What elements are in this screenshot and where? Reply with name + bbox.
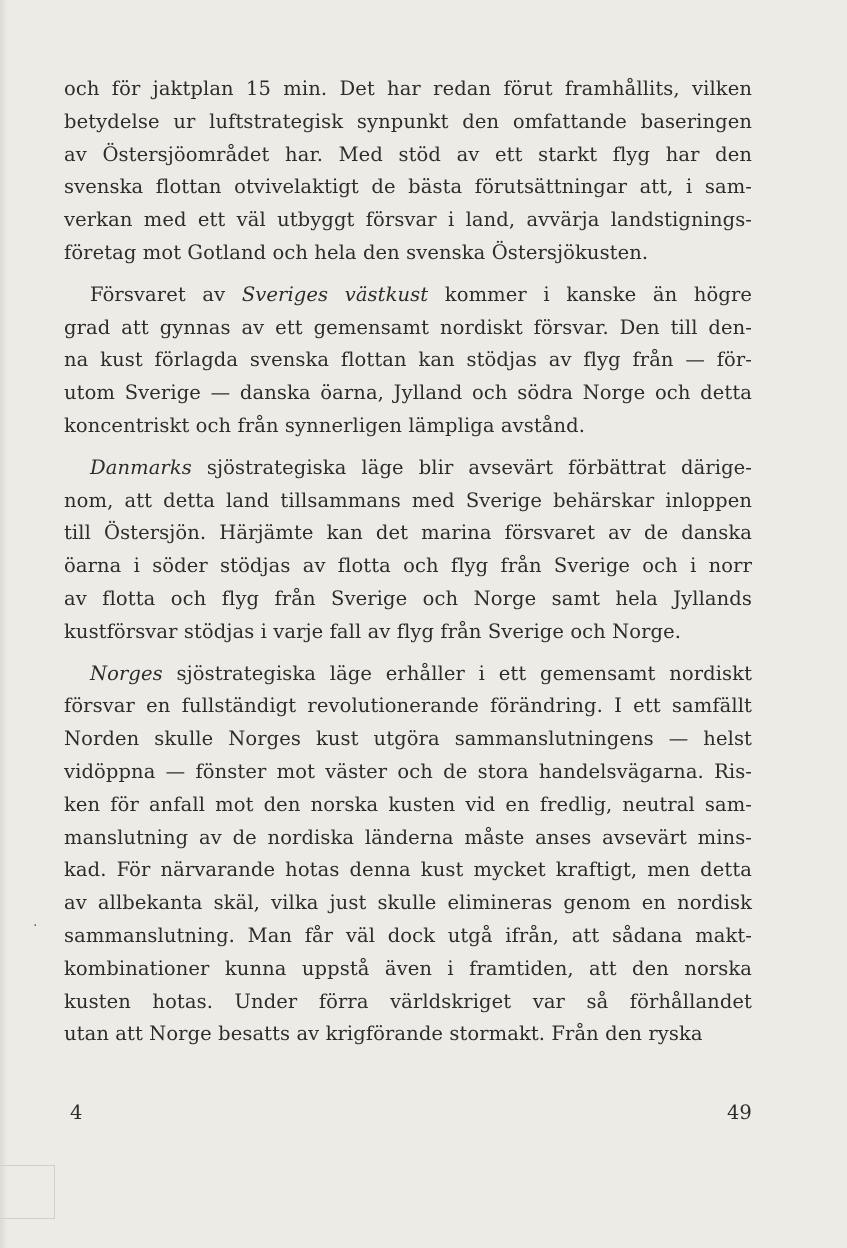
- text-line: betydelse ur luftstrategisk synpunkt den omfattande baseringen: [64, 109, 752, 133]
- text-line: grad att gynnas av ett gemensamt nordiskt försvar. Den till den-: [64, 315, 752, 339]
- text-line: företag mot Gotland och hela den svenska Östersjökusten.: [64, 240, 649, 264]
- text-line: utom Sverige — danska öarna, Jylland och södra Norge och detta: [64, 381, 752, 405]
- paragraph-2: [64, 279, 752, 443]
- italic-term: Norges: [90, 661, 163, 685]
- text-run: kommer i kanske än högre: [428, 282, 753, 306]
- text-line: av Östersjöområdet har. Med stöd av ett starkt flyg har den: [64, 142, 752, 166]
- text-line-first: [64, 658, 752, 691]
- italic-term: Sveriges västkust: [241, 282, 429, 306]
- text-line-first: [64, 279, 752, 312]
- text-line: nom, att detta land tillsammans med Sverige behärskar inloppen: [64, 488, 752, 512]
- text-line: svenska flottan otvivelaktigt de bästa förutsättningar att, i sam-: [64, 175, 752, 199]
- text-line: av allbekanta skäl, vilka just skulle elimineras genom en nordisk: [64, 891, 752, 915]
- text-run: sjöstrategiska läge blir avsevärt förbättrat därige-: [191, 455, 752, 479]
- page-edge-mark: [0, 1165, 55, 1219]
- text-line: na kust förlagda svenska flottan kan stödjas av flyg från — för-: [64, 348, 752, 372]
- text-line: kombinationer kunna uppstå även i framtiden, att den norska: [64, 956, 752, 980]
- text-line: av flotta och flyg från Sverige och Norge samt hela Jyllands: [64, 586, 752, 610]
- text-line: kad. För närvarande hotas denna kust mycket kraftigt, men detta: [64, 858, 752, 882]
- text-run: sjöstrategiska läge erhåller i ett gemensamt nordiskt: [162, 661, 752, 685]
- text-line: sammanslutning. Man får väl dock utgå ifrån, att sådana makt-: [64, 923, 752, 947]
- page-edge: [0, 0, 8, 1248]
- text-line: koncentriskt och från synnerligen lämpliga avstånd.: [64, 413, 586, 437]
- text-line-first: [64, 452, 752, 485]
- text-line: kusten hotas. Under förra världskriget var så förhållandet: [64, 989, 752, 1013]
- paragraph-3: [64, 452, 752, 649]
- text-line: vidöppna — fönster mot väster och de stora handelsvägarna. Ris-: [64, 759, 752, 783]
- text-line: utan att Norge besatts av krigförande stormakt. Från den ryska: [64, 1022, 703, 1046]
- text-line: försvar en fullständigt revolutionerande förändring. I ett samfällt: [64, 694, 752, 718]
- signature-mark: 4: [70, 1101, 83, 1124]
- text-line: verkan med ett väl utbyggt försvar i land, avvärja landstignings-: [64, 208, 752, 232]
- text-line: Norden skulle Norges kust utgöra sammanslutningens — helst: [64, 727, 752, 751]
- stray-mark: ·: [33, 918, 38, 934]
- text-line: öarna i söder stödjas av flotta och flyg från Sverige och i norr: [64, 554, 752, 578]
- text-run: Försvaret av: [90, 282, 242, 306]
- page-number: 49: [727, 1101, 752, 1124]
- body-text: [64, 73, 752, 1060]
- text-line: manslutning av de nordiska länderna måste anses avsevärt mins-: [64, 825, 752, 849]
- paragraph-1: [64, 73, 752, 270]
- text-line: och för jaktplan 15 min. Det har redan förut framhållits, vilken: [64, 77, 752, 100]
- text-line: kustförsvar stödjas i varje fall av flyg från Sverige och Norge.: [64, 619, 682, 643]
- paragraph-4: [64, 658, 752, 1052]
- text-line: ken för anfall mot den norska kusten vid en fredlig, neutral sam-: [64, 792, 752, 816]
- italic-term: Danmarks: [90, 455, 192, 479]
- text-line: till Östersjön. Härjämte kan det marina försvaret av de danska: [64, 521, 752, 545]
